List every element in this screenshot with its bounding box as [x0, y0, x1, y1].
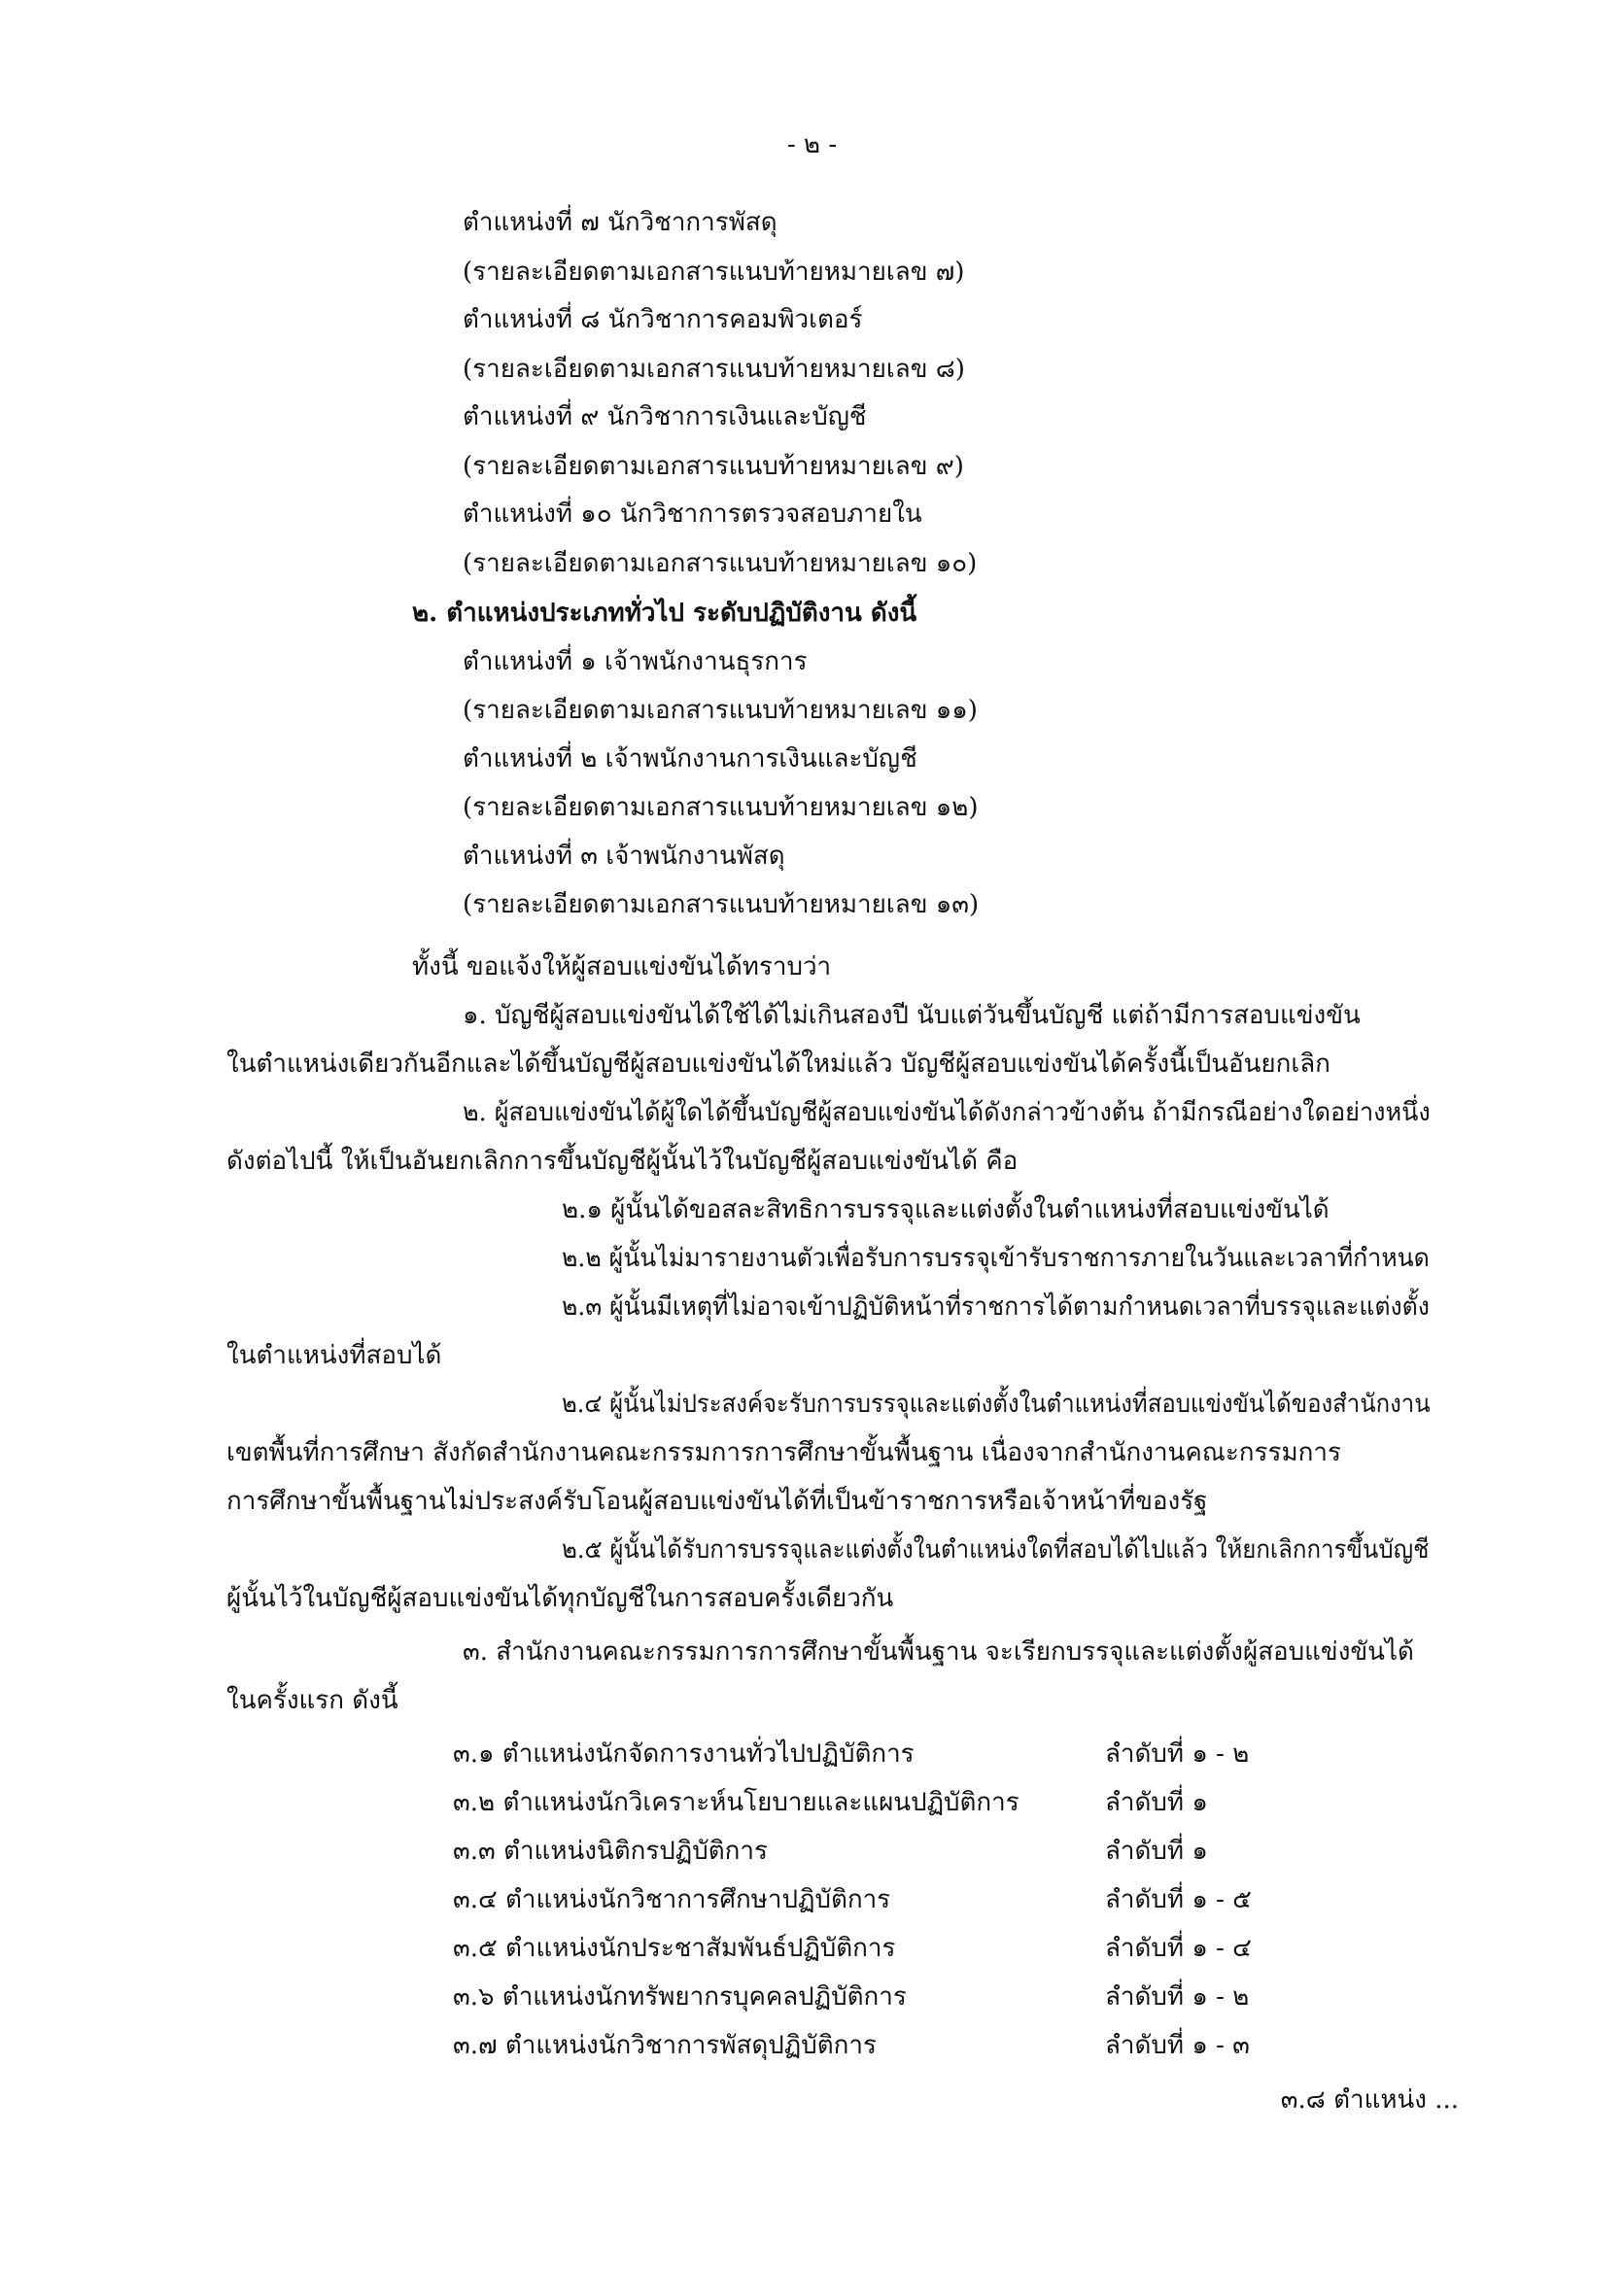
position-title: ตำแหน่งที่ ๑ เจ้าพนักงานธุรการ: [463, 647, 808, 676]
position-title: ตำแหน่งที่ ๗ นักวิชาการพัสดุ: [463, 208, 777, 237]
rank-position: ๓.๓ ตำแหน่งนิติกรปฏิบัติการ: [453, 1837, 768, 1866]
item2-sub-2-1: ๒.๑ ผู้นั้นได้ขอสละสิทธิการบรรจุและแต่งตั้งในตำแหน่งที่สอบแข่งขันได้: [562, 1195, 1330, 1224]
rank-position: ๓.๕ ตำแหน่งนักประชาสัมพันธ์ปฏิบัติการ: [453, 1934, 896, 1963]
item2-sub-2-5-line2: ผู้นั้นไว้ในบัญชีผู้สอบแข่งขันได้ทุกบัญชีในการสอบครั้งเดียวกัน: [226, 1584, 894, 1613]
notice-intro: ทั้งนี้ ขอแจ้งให้ผู้สอบแข่งขันได้ทราบว่า: [412, 952, 832, 981]
continuation-marker: ๓.๘ ตำแหน่ง ...: [1280, 2085, 1459, 2115]
item2-sub-2-3-line1: ๒.๓ ผู้นั้นมีเหตุที่ไม่อาจเข้าปฏิบัติหน้าที่ราชการได้ตามกำหนดเวลาที่บรรจุและแต่งตั้ง: [562, 1292, 1430, 1322]
position-title: ตำแหน่งที่ ๑๐ นักวิชาการตรวจสอบภายใน: [463, 499, 922, 529]
item2-sub-2-5-line1: ๒.๕ ผู้นั้นได้รับการบรรจุและแต่งตั้งในตำแหน่งใดที่สอบได้ไปแล้ว ให้ยกเลิกการขึ้นบัญชี: [562, 1535, 1430, 1565]
rank-order: ลำดับที่ ๑: [1105, 1788, 1208, 1817]
item2-sub-2-4-line1: ๒.๔ ผู้นั้นไม่ประสงค์จะรับการบรรจุและแต่งตั้งในตำแหน่งที่สอบแข่งขันได้ของสำนักงาน: [562, 1390, 1431, 1419]
position-detail: (รายละเอียดตามเอกสารแนบท้ายหมายเลข ๘): [463, 355, 965, 384]
item3-line1: ๓. สำนักงานคณะกรรมการการศึกษาขั้นพื้นฐาน จะเรียกบรรจุและแต่งตั้งผู้สอบแข่งขันได้: [463, 1637, 1414, 1667]
rank-position: ๓.๖ ตำแหน่งนักทรัพยากรบุคคลปฏิบัติการ: [453, 1982, 907, 2012]
rank-order: ลำดับที่ ๑ - ๓: [1105, 2031, 1250, 2060]
position-title: ตำแหน่งที่ ๓ เจ้าพนักงานพัสดุ: [463, 842, 785, 871]
position-title: ตำแหน่งที่ ๒ เจ้าพนักงานการเงินและบัญชี: [463, 744, 917, 774]
item2-sub-2-2: ๒.๒ ผู้นั้นไม่มารายงานตัวเพื่อรับการบรรจุเข้ารับราชการภายในวันและเวลาที่กำหนด: [562, 1244, 1430, 1273]
item1-line1: ๑. บัญชีผู้สอบแข่งขันได้ใช้ได้ไม่เกินสองปี นับแต่วันขึ้นบัญชี แต่ถ้ามีการสอบแข่งขัน: [463, 1001, 1361, 1030]
position-title: ตำแหน่งที่ ๘ นักวิชาการคอมพิวเตอร์: [463, 305, 863, 334]
page-number: - ๒ -: [786, 130, 838, 159]
item2-line2: ดังต่อไปนี้ ให้เป็นอันยกเลิกการขึ้นบัญชีผู้นั้นไว้ในบัญชีผู้สอบแข่งขันได้ คือ: [226, 1147, 1019, 1176]
item3-line2: ในครั้งแรก ดังนี้: [226, 1686, 398, 1715]
item2-sub-2-4-line3: การศึกษาขั้นพื้นฐานไม่ประสงค์รับโอนผู้สอบแข่งขันได้ที่เป็นข้าราชการหรือเจ้าหน้าที่ของรัฐ: [226, 1487, 1208, 1516]
position-detail: (รายละเอียดตามเอกสารแนบท้ายหมายเลข ๑๐): [463, 549, 978, 578]
position-detail: (รายละเอียดตามเอกสารแนบท้ายหมายเลข ๑๓): [463, 890, 980, 919]
position-detail: (รายละเอียดตามเอกสารแนบท้ายหมายเลข ๑๒): [463, 793, 979, 822]
position-detail: (รายละเอียดตามเอกสารแนบท้ายหมายเลข ๗): [463, 258, 965, 287]
rank-order: ลำดับที่ ๑ - ๔: [1105, 1934, 1252, 1963]
position-detail: (รายละเอียดตามเอกสารแนบท้ายหมายเลข ๙): [463, 452, 964, 481]
item2-line1: ๒. ผู้สอบแข่งขันได้ผู้ใดได้ขึ้นบัญชีผู้สอบแข่งขันได้ดังกล่าวข้างต้น ถ้ามีกรณีอย่างใดอย่างหนึ่ง: [463, 1098, 1431, 1127]
item2-sub-2-3-line2: ในตำแหน่งที่สอบได้: [226, 1341, 442, 1370]
rank-position: ๓.๒ ตำแหน่งนักวิเคราะห์นโยบายและแผนปฏิบัติการ: [453, 1788, 1019, 1817]
position-title: ตำแหน่งที่ ๙ นักวิชาการเงินและบัญชี: [463, 402, 867, 431]
rank-position: ๓.๔ ตำแหน่งนักวิชาการศึกษาปฏิบัติการ: [453, 1885, 891, 1914]
item1-line2: ในตำแหน่งเดียวกันอีกและได้ขึ้นบัญชีผู้สอบแข่งขันได้ใหม่แล้ว บัญชีผู้สอบแข่งขันได้ครั้งนี้เป็นอันยกเลิก: [226, 1049, 1330, 1079]
rank-position: ๓.๑ ตำแหน่งนักจัดการงานทั่วไปปฏิบัติการ: [453, 1739, 915, 1769]
section-heading: ๒. ตำแหน่งประเภททั่วไป ระดับปฏิบัติงาน ดังนี้: [412, 599, 917, 628]
rank-order: ลำดับที่ ๑ - ๕: [1105, 1885, 1252, 1914]
rank-order: ลำดับที่ ๑: [1105, 1837, 1208, 1866]
position-detail: (รายละเอียดตามเอกสารแนบท้ายหมายเลข ๑๑): [463, 696, 978, 725]
rank-order: ลำดับที่ ๑ - ๒: [1105, 1982, 1250, 2012]
item2-sub-2-4-line2: เขตพื้นที่การศึกษา สังกัดสำนักงานคณะกรรมการการศึกษาขั้นพื้นฐาน เนื่องจากสำนักงานคณะกรรมการ: [226, 1438, 1341, 1467]
rank-position: ๓.๗ ตำแหน่งนักวิชาการพัสดุปฏิบัติการ: [453, 2031, 877, 2060]
rank-order: ลำดับที่ ๑ - ๒: [1105, 1739, 1250, 1769]
